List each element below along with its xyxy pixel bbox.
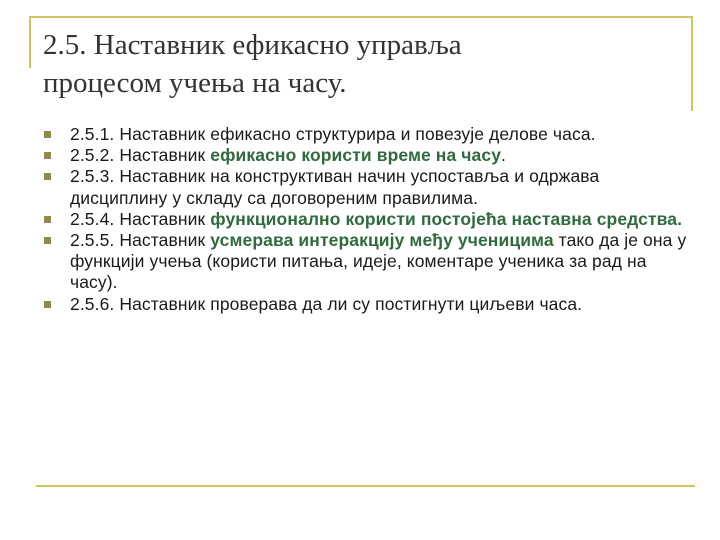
list-item	[44, 230, 694, 294]
list-item-text: 2.5.3. Наставник на конструктиван начин успоставља и одржава дисциплину у складу са договореним правилима.	[70, 166, 600, 208]
list-item-highlight: ефикасно користи време на часу	[210, 145, 502, 166]
list-item-highlight: функционално користи постојећа наставна средства.	[210, 208, 683, 229]
list-item	[44, 166, 694, 208]
slide-title-line-2: процесом учења на часу.	[43, 67, 347, 99]
list-item-text: 2.5.4. Наставник	[70, 208, 211, 229]
frame-left-line	[29, 16, 31, 68]
frame-top-line	[29, 16, 693, 18]
list-item-text-end: тако да је она у функцији учења (користи питања, идеје, коментаре ученика за рад на часу).	[70, 230, 687, 293]
list-item	[44, 294, 694, 315]
bullet-list	[44, 124, 694, 315]
list-item-text: 2.5.1. Наставник ефикасно структурира и повезује делове часа.	[70, 124, 596, 144]
frame-bottom-line	[36, 485, 695, 487]
slide-title	[43, 26, 683, 102]
square-bullet-icon	[44, 152, 51, 159]
square-bullet-icon	[44, 237, 51, 244]
square-bullet-icon	[44, 301, 51, 308]
list-item-text: 2.5.5. Наставник	[70, 230, 211, 251]
list-item-highlight: усмерава интеракцију међу ученицима	[210, 230, 554, 251]
list-item-text: 2.5.2. Наставник	[70, 145, 211, 166]
list-item	[44, 209, 694, 230]
list-item	[44, 145, 694, 166]
list-item	[44, 124, 694, 145]
frame-right-line	[691, 16, 693, 111]
list-item-text-end: .	[501, 145, 506, 166]
slide-title-line-1: 2.5. Наставник ефикасно управља	[43, 29, 462, 61]
square-bullet-icon	[44, 173, 51, 180]
list-item-text: 2.5.6. Наставник проверава да ли су постигнути циљеви часа.	[70, 293, 583, 314]
square-bullet-icon	[44, 216, 51, 223]
square-bullet-icon	[44, 131, 51, 138]
